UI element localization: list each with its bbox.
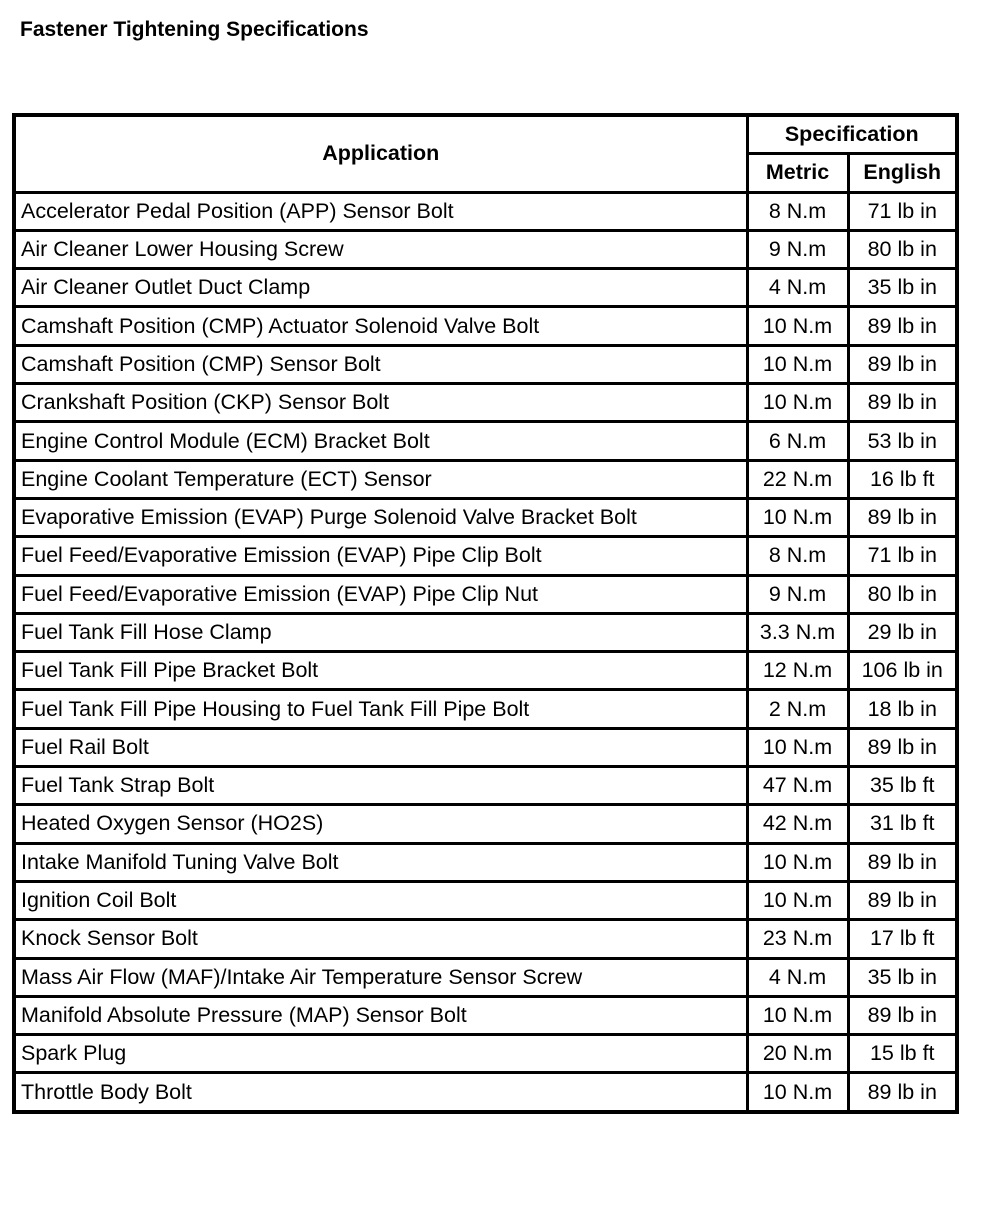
english-cell: 89 lb in	[848, 728, 957, 766]
header-metric: Metric	[747, 154, 848, 192]
english-cell: 29 lb in	[848, 613, 957, 651]
application-cell: Throttle Body Bolt	[14, 1073, 747, 1112]
metric-cell: 23 N.m	[747, 920, 848, 958]
application-cell: Intake Manifold Tuning Valve Bolt	[14, 843, 747, 881]
table-row	[14, 805, 957, 843]
metric-cell: 10 N.m	[747, 1073, 848, 1112]
table-row	[14, 384, 957, 422]
english-cell: 89 lb in	[848, 1073, 957, 1112]
application-cell: Knock Sensor Bolt	[14, 920, 747, 958]
table-row	[14, 728, 957, 766]
table-row	[14, 1035, 957, 1073]
english-cell: 89 lb in	[848, 498, 957, 536]
application-cell: Spark Plug	[14, 1035, 747, 1073]
table-row	[14, 767, 957, 805]
english-cell: 89 lb in	[848, 307, 957, 345]
english-cell: 53 lb in	[848, 422, 957, 460]
english-cell: 18 lb in	[848, 690, 957, 728]
header-row	[14, 115, 957, 154]
english-cell: 71 lb in	[848, 537, 957, 575]
table-row	[14, 652, 957, 690]
metric-cell: 9 N.m	[747, 230, 848, 268]
table-row	[14, 460, 957, 498]
application-cell: Fuel Tank Fill Pipe Bracket Bolt	[14, 652, 747, 690]
english-cell: 106 lb in	[848, 652, 957, 690]
metric-cell: 10 N.m	[747, 996, 848, 1034]
table-row	[14, 575, 957, 613]
header-specification: Specification	[747, 115, 957, 154]
metric-cell: 2 N.m	[747, 690, 848, 728]
table-row	[14, 958, 957, 996]
application-cell: Ignition Coil Bolt	[14, 881, 747, 919]
document-title: Fastener Tightening Specifications	[20, 18, 369, 41]
table-row	[14, 230, 957, 268]
application-cell: Crankshaft Position (CKP) Sensor Bolt	[14, 384, 747, 422]
table-row	[14, 613, 957, 651]
header-application: Application	[14, 115, 747, 192]
metric-cell: 10 N.m	[747, 498, 848, 536]
metric-cell: 10 N.m	[747, 843, 848, 881]
table-row	[14, 422, 957, 460]
table-row	[14, 996, 957, 1034]
application-cell: Camshaft Position (CMP) Sensor Bolt	[14, 345, 747, 383]
english-cell: 89 lb in	[848, 345, 957, 383]
english-cell: 71 lb in	[848, 192, 957, 230]
english-cell: 89 lb in	[848, 843, 957, 881]
table-row	[14, 269, 957, 307]
english-cell: 35 lb ft	[848, 767, 957, 805]
metric-cell: 47 N.m	[747, 767, 848, 805]
application-cell: Engine Control Module (ECM) Bracket Bolt	[14, 422, 747, 460]
metric-cell: 3.3 N.m	[747, 613, 848, 651]
application-cell: Accelerator Pedal Position (APP) Sensor Bolt	[14, 192, 747, 230]
application-cell: Fuel Tank Fill Hose Clamp	[14, 613, 747, 651]
header-english: English	[848, 154, 957, 192]
english-cell: 17 lb ft	[848, 920, 957, 958]
table-row	[14, 690, 957, 728]
application-cell: Evaporative Emission (EVAP) Purge Solenoid Valve Bracket Bolt	[14, 498, 747, 536]
application-cell: Fuel Tank Fill Pipe Housing to Fuel Tank Fill Pipe Bolt	[14, 690, 747, 728]
metric-cell: 20 N.m	[747, 1035, 848, 1073]
metric-cell: 10 N.m	[747, 307, 848, 345]
metric-cell: 8 N.m	[747, 192, 848, 230]
metric-cell: 4 N.m	[747, 269, 848, 307]
application-cell: Air Cleaner Outlet Duct Clamp	[14, 269, 747, 307]
english-cell: 89 lb in	[848, 996, 957, 1034]
metric-cell: 8 N.m	[747, 537, 848, 575]
table-row	[14, 881, 957, 919]
table-row	[14, 192, 957, 230]
metric-cell: 10 N.m	[747, 384, 848, 422]
application-cell: Engine Coolant Temperature (ECT) Sensor	[14, 460, 747, 498]
english-cell: 89 lb in	[848, 384, 957, 422]
english-cell: 89 lb in	[848, 881, 957, 919]
english-cell: 80 lb in	[848, 230, 957, 268]
table-row	[14, 920, 957, 958]
metric-cell: 42 N.m	[747, 805, 848, 843]
application-cell: Manifold Absolute Pressure (MAP) Sensor Bolt	[14, 996, 747, 1034]
metric-cell: 10 N.m	[747, 345, 848, 383]
metric-cell: 12 N.m	[747, 652, 848, 690]
metric-cell: 6 N.m	[747, 422, 848, 460]
english-cell: 31 lb ft	[848, 805, 957, 843]
table-row	[14, 843, 957, 881]
metric-cell: 9 N.m	[747, 575, 848, 613]
application-cell: Fuel Rail Bolt	[14, 728, 747, 766]
application-cell: Air Cleaner Lower Housing Screw	[14, 230, 747, 268]
table-row	[14, 537, 957, 575]
application-cell: Fuel Feed/Evaporative Emission (EVAP) Pipe Clip Nut	[14, 575, 747, 613]
table-row	[14, 307, 957, 345]
table-row	[14, 345, 957, 383]
fastener-spec-table	[12, 113, 959, 1114]
metric-cell: 22 N.m	[747, 460, 848, 498]
table-row	[14, 498, 957, 536]
application-cell: Heated Oxygen Sensor (HO2S)	[14, 805, 747, 843]
table-row	[14, 1073, 957, 1112]
english-cell: 80 lb in	[848, 575, 957, 613]
metric-cell: 10 N.m	[747, 881, 848, 919]
application-cell: Mass Air Flow (MAF)/Intake Air Temperature Sensor Screw	[14, 958, 747, 996]
english-cell: 35 lb in	[848, 269, 957, 307]
application-cell: Fuel Tank Strap Bolt	[14, 767, 747, 805]
application-cell: Fuel Feed/Evaporative Emission (EVAP) Pipe Clip Bolt	[14, 537, 747, 575]
english-cell: 15 lb ft	[848, 1035, 957, 1073]
english-cell: 16 lb ft	[848, 460, 957, 498]
english-cell: 35 lb in	[848, 958, 957, 996]
metric-cell: 10 N.m	[747, 728, 848, 766]
metric-cell: 4 N.m	[747, 958, 848, 996]
application-cell: Camshaft Position (CMP) Actuator Solenoid Valve Bolt	[14, 307, 747, 345]
